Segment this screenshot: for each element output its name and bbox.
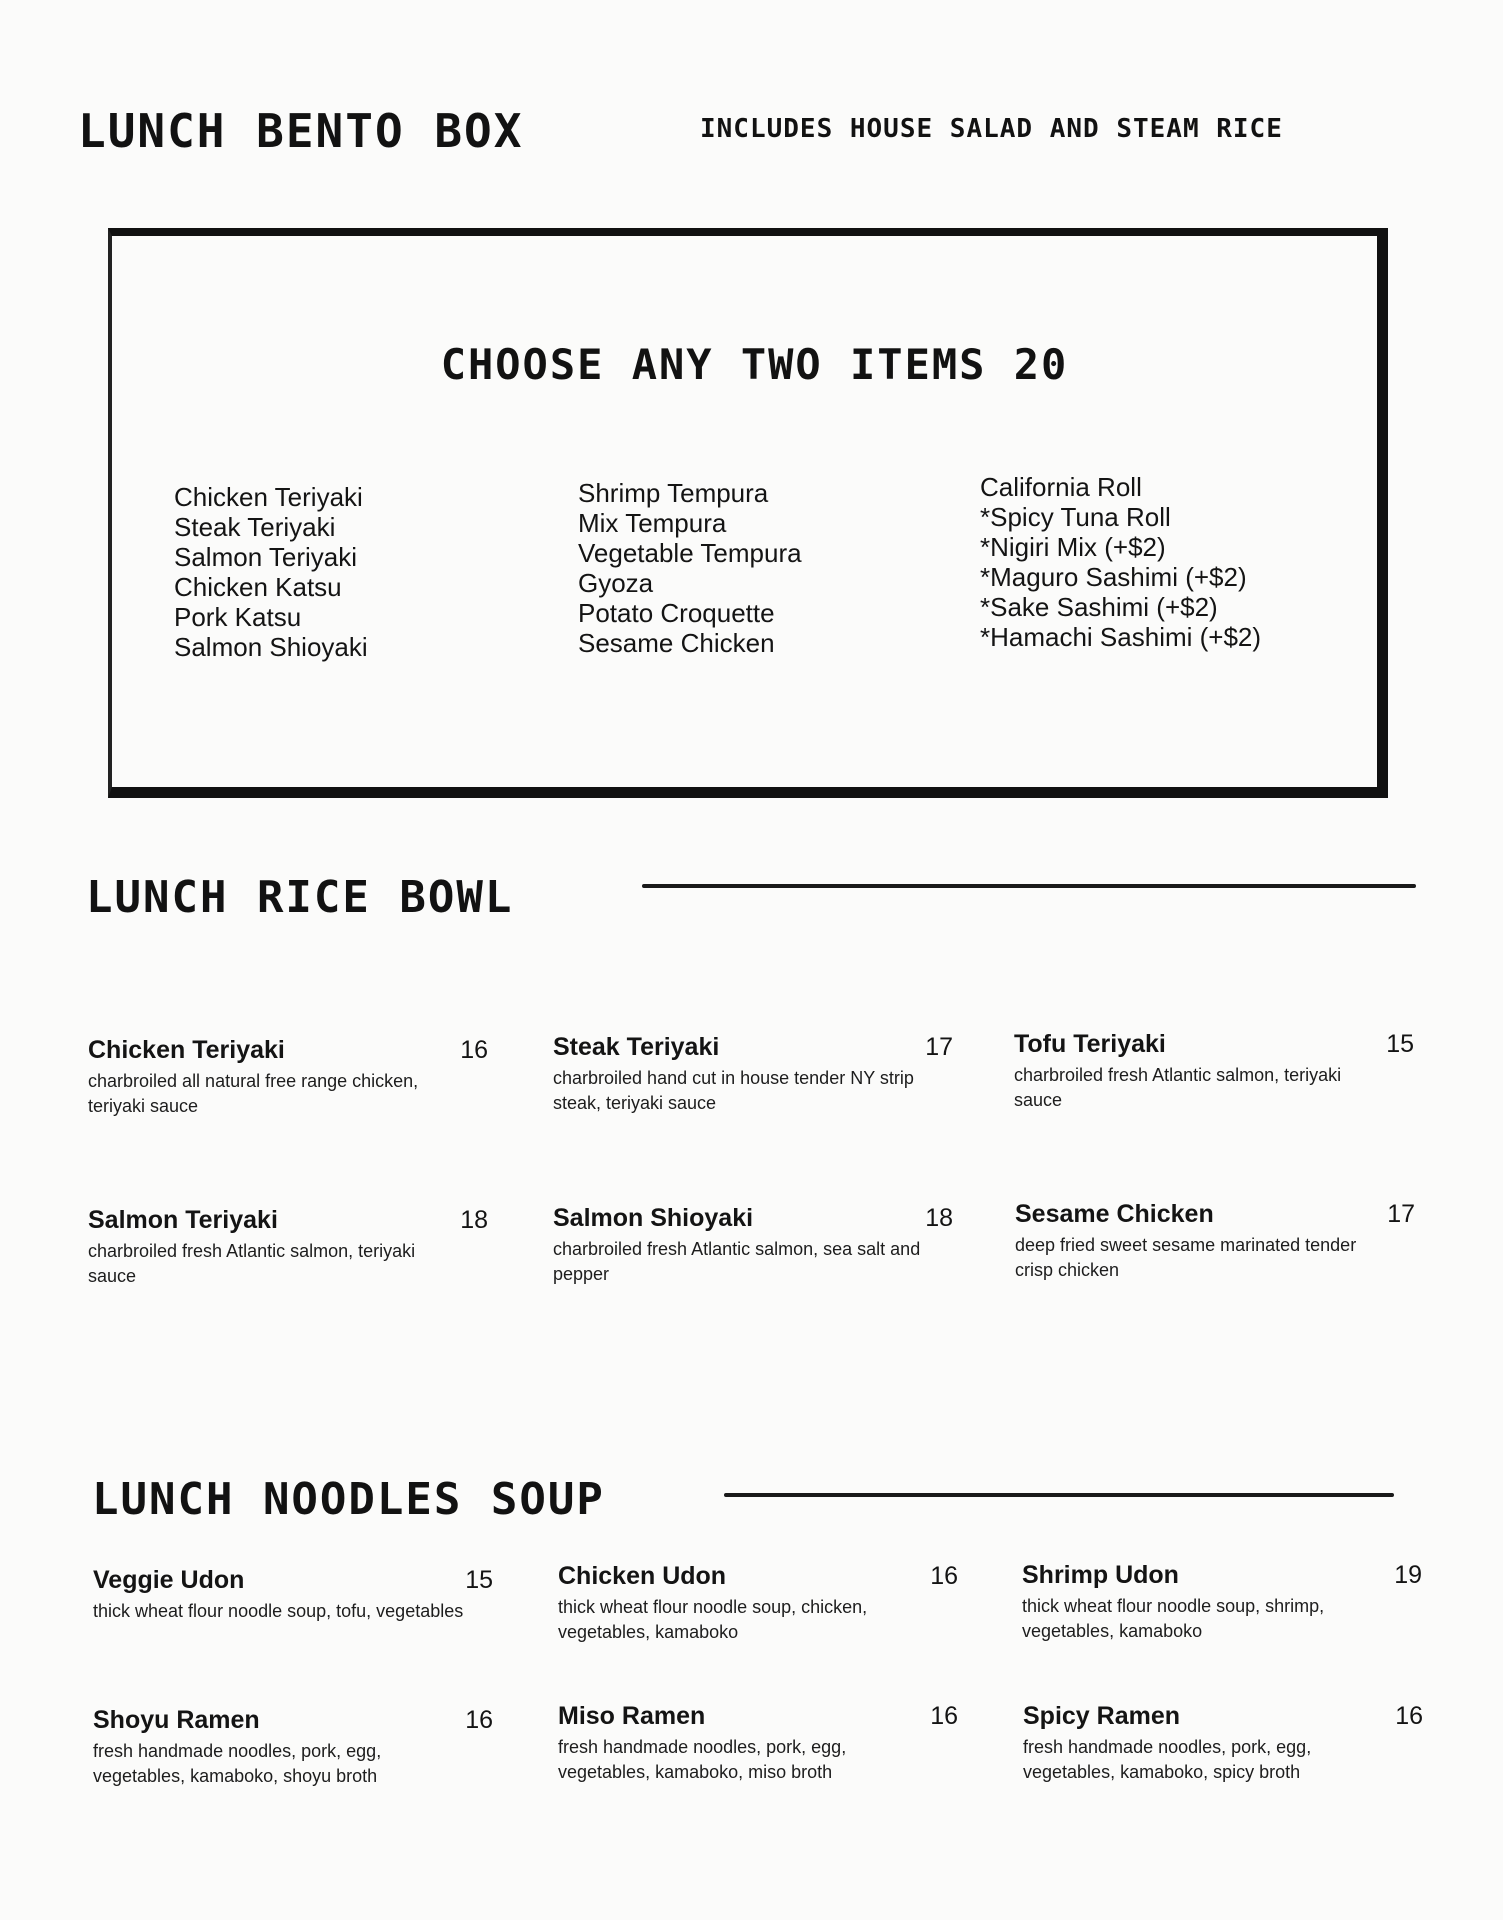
item-price: 17 xyxy=(1387,1200,1415,1228)
bento-column-2 xyxy=(578,478,802,658)
bento-option: Chicken Katsu xyxy=(174,572,342,602)
item-price: 18 xyxy=(925,1204,953,1232)
item-description: thick wheat flour noodle soup, chicken, vegetables, kamaboko xyxy=(558,1597,868,1642)
menu-item xyxy=(558,1562,958,1645)
bento-option: Pork Katsu xyxy=(174,602,302,632)
item-name: Veggie Udon xyxy=(93,1566,245,1594)
bento-column-3 xyxy=(980,472,1261,652)
item-description: charbroiled fresh Atlantic salmon, sea salt and pepper xyxy=(553,1239,921,1284)
bento-option: *Nigiri Mix (+$2) xyxy=(980,532,1166,562)
bento-option: Mix Tempura xyxy=(578,508,727,538)
rice-bowl-section-title: LUNCH RICE BOWL xyxy=(86,872,514,923)
menu-item xyxy=(553,1033,953,1116)
item-name: Sesame Chicken xyxy=(1015,1200,1214,1228)
item-price: 18 xyxy=(460,1206,488,1234)
bento-option: Salmon Shioyaki xyxy=(174,632,368,662)
menu-item xyxy=(558,1702,958,1785)
section-divider xyxy=(642,884,1416,888)
bento-option: *Hamachi Sashimi (+$2) xyxy=(980,622,1262,652)
item-description: thick wheat flour noodle soup, shrimp, vegetables, kamaboko xyxy=(1022,1596,1325,1641)
bento-option: Steak Teriyaki xyxy=(174,512,336,542)
bento-option: Salmon Teriyaki xyxy=(174,542,358,572)
item-name: Chicken Udon xyxy=(558,1562,727,1590)
item-description: charbroiled all natural free range chicken, teriyaki sauce xyxy=(88,1071,419,1116)
item-price: 16 xyxy=(930,1562,958,1590)
menu-item xyxy=(93,1566,493,1624)
item-name: Tofu Teriyaki xyxy=(1014,1030,1166,1058)
bento-column-1 xyxy=(174,482,368,662)
menu-item xyxy=(1014,1030,1414,1113)
item-price: 16 xyxy=(460,1036,488,1064)
item-name: Shrimp Udon xyxy=(1022,1561,1179,1589)
menu-item xyxy=(1015,1200,1415,1283)
bento-section-title: LUNCH BENTO BOX xyxy=(78,104,524,158)
item-description: charbroiled fresh Atlantic salmon, teriyaki sauce xyxy=(88,1241,416,1286)
bento-box-heading: CHOOSE ANY TWO ITEMS 20 xyxy=(440,340,1069,389)
item-price: 15 xyxy=(1386,1030,1414,1058)
noodles-section-title: LUNCH NOODLES SOUP xyxy=(92,1474,605,1525)
item-description: thick wheat flour noodle soup, tofu, vegetables xyxy=(93,1601,464,1621)
bento-option: Shrimp Tempura xyxy=(578,478,769,508)
bento-option: *Sake Sashimi (+$2) xyxy=(980,592,1218,622)
item-description: charbroiled hand cut in house tender NY strip steak, teriyaki sauce xyxy=(553,1068,914,1113)
bento-option: Sesame Chicken xyxy=(578,628,775,658)
item-description: fresh handmade noodles, pork, egg, vegetables, kamaboko, miso broth xyxy=(558,1737,847,1782)
bento-option: *Spicy Tuna Roll xyxy=(980,502,1171,532)
item-price: 15 xyxy=(465,1566,493,1594)
item-description: charbroiled fresh Atlantic salmon, teriyaki sauce xyxy=(1014,1065,1342,1110)
menu-item xyxy=(1023,1702,1423,1785)
menu-item xyxy=(88,1036,488,1119)
bento-option: Gyoza xyxy=(578,568,654,598)
bento-option: Potato Croquette xyxy=(578,598,775,628)
item-price: 16 xyxy=(930,1702,958,1730)
bento-option: California Roll xyxy=(980,472,1142,502)
item-name: Salmon Teriyaki xyxy=(88,1206,278,1234)
bento-choice-box xyxy=(108,228,1388,798)
item-price: 16 xyxy=(1395,1702,1423,1730)
item-price: 16 xyxy=(465,1706,493,1734)
item-price: 17 xyxy=(925,1033,953,1061)
item-name: Chicken Teriyaki xyxy=(88,1036,285,1064)
item-name: Salmon Shioyaki xyxy=(553,1204,754,1232)
item-description: fresh handmade noodles, pork, egg, vegetables, kamaboko, spicy broth xyxy=(1023,1737,1312,1782)
bento-option: *Maguro Sashimi (+$2) xyxy=(980,562,1247,592)
bento-option: Vegetable Tempura xyxy=(578,538,802,568)
section-divider xyxy=(724,1493,1394,1497)
item-price: 19 xyxy=(1394,1561,1422,1589)
item-name: Miso Ramen xyxy=(558,1702,706,1730)
item-name: Shoyu Ramen xyxy=(93,1706,260,1734)
item-name: Spicy Ramen xyxy=(1023,1702,1181,1730)
menu-item xyxy=(553,1204,953,1287)
menu-item xyxy=(93,1706,493,1789)
item-description: deep fried sweet sesame marinated tender crisp chicken xyxy=(1015,1235,1357,1280)
bento-option: Chicken Teriyaki xyxy=(174,482,363,512)
bento-subtitle: INCLUDES HOUSE SALAD AND STEAM RICE xyxy=(700,114,1283,144)
item-description: fresh handmade noodles, pork, egg, vegetables, kamaboko, shoyu broth xyxy=(93,1741,382,1786)
item-name: Steak Teriyaki xyxy=(553,1033,720,1061)
menu-item xyxy=(1022,1561,1422,1644)
menu-item xyxy=(88,1206,488,1289)
